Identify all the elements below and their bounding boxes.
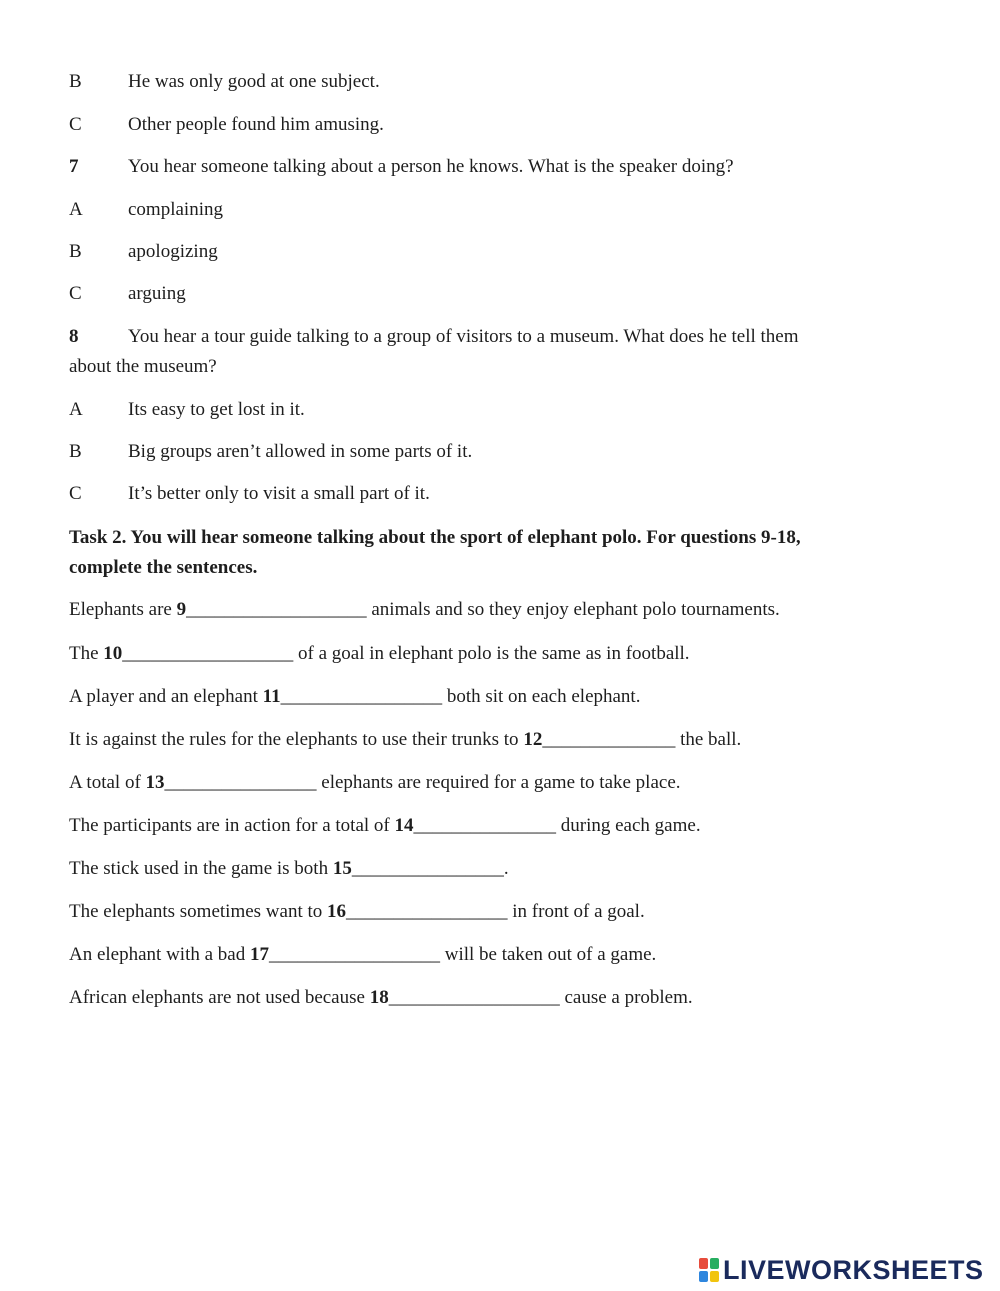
- option-label: C: [69, 114, 82, 135]
- answer-blank[interactable]: __________________: [268, 944, 440, 965]
- sentence-text: It is against the rules for the elephants to use their trunks to: [69, 729, 524, 750]
- answer-blank[interactable]: ___________________: [186, 599, 367, 620]
- task2-heading-line1: Task 2. You will hear someone talking about the sport of elephant polo. For questions 9-18,: [69, 527, 801, 548]
- answer-blank[interactable]: ______________: [542, 729, 676, 750]
- sentence-text: The stick used in the game is both: [69, 858, 333, 879]
- option-text: Other people found him amusing.: [128, 114, 384, 135]
- sentence-text: cause a problem.: [559, 987, 693, 1008]
- option-text: Its easy to get lost in it.: [128, 399, 305, 420]
- sentence-16: [69, 897, 645, 927]
- sentence-text: both sit on each elephant.: [442, 686, 641, 707]
- sentence-text: The elephants sometimes want to: [69, 901, 328, 922]
- sentence-17: [69, 940, 656, 970]
- sentence-text: African elephants are not used because: [69, 987, 370, 1008]
- sentence-text: animals and so they enjoy elephant polo tournaments.: [366, 599, 780, 620]
- option-text: apologizing: [128, 241, 218, 262]
- option-label: B: [69, 441, 82, 462]
- blank-number: 9: [176, 599, 187, 620]
- option-label: B: [69, 71, 82, 92]
- sentence-text: Elephants are: [69, 599, 177, 620]
- option-label: A: [69, 199, 83, 220]
- blank-number: 13: [145, 772, 165, 793]
- option-label: A: [69, 399, 83, 420]
- liveworksheets-logo[interactable]: [698, 1255, 984, 1285]
- sentence-13: [69, 768, 681, 798]
- task2-heading-line2: complete the sentences.: [69, 557, 258, 578]
- sentence-text: .: [503, 858, 509, 879]
- logo-text: LIVEWORKSHEETS: [723, 1254, 984, 1285]
- sentence-text: The: [69, 643, 104, 664]
- sentence-text: A player and an elephant: [69, 686, 263, 707]
- liveworksheets-logo-icon: [698, 1257, 720, 1283]
- blank-number: 18: [369, 987, 389, 1008]
- blank-number: 16: [327, 901, 347, 922]
- option-text: arguing: [128, 283, 186, 304]
- sentence-text: elephants are required for a game to take place.: [316, 772, 681, 793]
- blank-number: 10: [103, 643, 123, 664]
- blank-number: 12: [523, 729, 543, 750]
- task2-heading: [69, 523, 939, 583]
- sentence-text: in front of a goal.: [507, 901, 645, 922]
- option-label: C: [69, 283, 82, 304]
- answer-blank[interactable]: _______________: [413, 815, 557, 836]
- option-text: Big groups aren’t allowed in some parts of it.: [128, 441, 473, 462]
- sentence-text: A total of: [69, 772, 146, 793]
- question-number: 8: [69, 326, 79, 347]
- question-text-line2: about the museum?: [69, 356, 217, 377]
- answer-blank[interactable]: __________________: [388, 987, 560, 1008]
- sentence-text: will be taken out of a game.: [439, 944, 657, 965]
- sentence-14: [69, 811, 701, 841]
- sentence-18: [69, 983, 693, 1013]
- answer-blank[interactable]: _________________: [346, 901, 508, 922]
- answer-blank[interactable]: _________________: [280, 686, 443, 707]
- answer-blank[interactable]: __________________: [122, 643, 294, 664]
- question-8-continued: [69, 352, 939, 382]
- blank-number: 15: [332, 858, 352, 879]
- question-text: You hear someone talking about a person he knows. What is the speaker doing?: [128, 156, 734, 177]
- sentence-text: of a goal in elephant polo is the same as in football.: [293, 643, 690, 664]
- option-text: complaining: [128, 199, 223, 220]
- question-number: 7: [69, 156, 79, 177]
- sentence-9: [69, 595, 780, 625]
- option-text: He was only good at one subject.: [128, 71, 380, 92]
- sentence-12: [69, 725, 741, 755]
- question-text-line1: You hear a tour guide talking to a group of visitors to a museum. What does he tell them: [128, 326, 799, 347]
- blank-number: 11: [262, 686, 281, 707]
- option-label: C: [69, 483, 82, 504]
- sentence-text: the ball.: [675, 729, 742, 750]
- blank-number: 17: [249, 944, 269, 965]
- sentence-text: during each game.: [556, 815, 701, 836]
- blank-number: 14: [394, 815, 414, 836]
- sentence-11: [69, 682, 640, 712]
- sentence-15: [69, 854, 509, 884]
- answer-blank[interactable]: ________________: [351, 858, 504, 879]
- sentence-10: [69, 639, 690, 669]
- answer-blank[interactable]: ________________: [164, 772, 317, 793]
- option-label: B: [69, 241, 82, 262]
- sentence-text: An elephant with a bad: [69, 944, 250, 965]
- sentence-text: The participants are in action for a total of: [69, 815, 395, 836]
- option-text: It’s better only to visit a small part of it.: [128, 483, 430, 504]
